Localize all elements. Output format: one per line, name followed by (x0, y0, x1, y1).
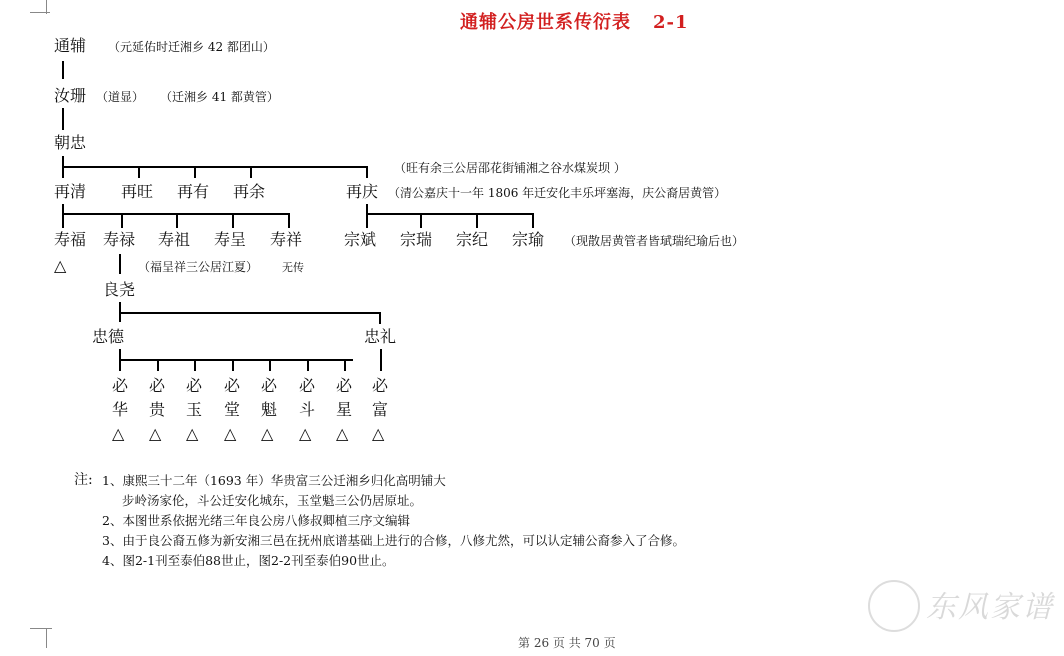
node-zongbin: 宗斌 (344, 230, 377, 249)
note-zaiqing: （清公嘉庆十一年 1806 年迁安化丰乐坪塞海，庆公裔居黄管） (388, 186, 727, 200)
triangle-mark-bigui: △ (149, 424, 162, 443)
node-bixing-1: 必 (336, 376, 353, 395)
note-gen5b: （现散居黄管者皆珷瑞纪瑜后也） (564, 234, 745, 248)
node-zaiqing-2: 再庆 (346, 182, 379, 201)
corner-mark-top-left-v (46, 0, 47, 14)
node-shoulu: 寿禄 (103, 230, 136, 249)
line-gen5b-bar (366, 213, 534, 215)
node-bixing-2: 星 (336, 400, 353, 419)
node-shoucheng: 寿呈 (214, 230, 247, 249)
node-zaiqing: 再清 (54, 182, 87, 201)
node-bitang-1: 必 (224, 376, 241, 395)
line-gen8-bar (119, 359, 353, 361)
triangle-mark-bifu: △ (372, 424, 385, 443)
triangle-mark-bihua: △ (112, 424, 125, 443)
triangle-mark-bikui: △ (261, 424, 274, 443)
page-title (460, 8, 689, 34)
tick-zongrui (420, 213, 422, 228)
node-biyu-2: 玉 (186, 400, 203, 419)
line-shoulu-down (119, 254, 121, 274)
tick-biyu (194, 359, 196, 371)
triangle-mark-bixing: △ (336, 424, 349, 443)
tick-zongyu (532, 213, 534, 228)
node-bikui-1: 必 (261, 376, 278, 395)
node-zongji: 宗纪 (456, 230, 489, 249)
corner-mark-top-left-h (30, 12, 50, 13)
node-zongrui: 宗瑞 (400, 230, 433, 249)
note-tongfu: （元延佑时迁湘乡 42 都团山） (108, 40, 275, 54)
node-tongfu: 通辅 (54, 36, 87, 55)
node-biyu-1: 必 (186, 376, 203, 395)
tick-shouzu (176, 213, 178, 228)
triangle-mark-shoufu: △ (54, 256, 67, 275)
node-bihua-1: 必 (112, 376, 129, 395)
node-zaiyou: 再有 (177, 182, 210, 201)
triangle-mark-bidou: △ (299, 424, 312, 443)
node-chaozhong: 朝忠 (54, 133, 87, 152)
line-gen1-gen2 (62, 61, 64, 79)
node-bigui-2: 贵 (149, 400, 166, 419)
tick-bixing (344, 359, 346, 371)
corner-mark-bottom-left-v (46, 628, 47, 648)
tick-shoulu (121, 213, 123, 228)
line-zaiqing2-down (366, 204, 368, 228)
node-bidou-1: 必 (299, 376, 316, 395)
note-gen4-top: （旺有余三公居邵花街铺湘之谷水煤炭坝 ） (394, 161, 626, 175)
tick-bikui (269, 359, 271, 371)
note-item-3: 3、由于良公裔五修为新安湘三邑在抚州底谱基础上进行的合修，八修尤然，可以认定辅公裔参入了合修。 (102, 533, 685, 548)
page-number: 第 26 页 共 70 页 (518, 636, 616, 650)
watermark (868, 572, 1058, 636)
line-zhongli-down (380, 349, 382, 371)
tick-zaiwang (138, 166, 140, 178)
notes-label: 注: (74, 472, 93, 488)
tick-zaiqing2 (366, 166, 368, 178)
watermark-text: 东风家谱 (926, 590, 1054, 625)
tick-bidou (307, 359, 309, 371)
triangle-mark-biyu: △ (186, 424, 199, 443)
line-gen7-bar (119, 312, 381, 314)
note-item-4: 4、图2-1刊至泰伯88世止，图2-2刊至泰伯90世止。 (102, 553, 395, 568)
tick-bitang (232, 359, 234, 371)
line-gen4-bar (62, 166, 368, 168)
note-item-1: 1、康熙三十二年（1693 年）华贵富三公迁湘乡归化高明铺大 (102, 473, 446, 488)
node-shouxiang: 寿祥 (270, 230, 303, 249)
tick-zaiyu (250, 166, 252, 178)
tick-bigui (157, 359, 159, 371)
node-shoufu: 寿福 (54, 230, 87, 249)
node-bifu-2: 富 (372, 400, 389, 419)
corner-mark-bottom-left-h (30, 628, 52, 629)
node-rushan: 汝珊 (54, 86, 87, 105)
node-bigui-1: 必 (149, 376, 166, 395)
tick-zhongli (379, 312, 381, 324)
title-text: 通辅公房世系传衍表 (460, 12, 631, 33)
node-zaiwang: 再旺 (121, 182, 154, 201)
note-item-2: 2、本图世系依据光绪三年良公房八修叔卿植三序文编辑 (102, 513, 410, 528)
note-rushan-move: （迁湘乡 41 都黄管） (160, 90, 279, 104)
note-item-1-cont: 步岭汤家伦，斗公迁安化城东，玉堂魁三公仍居原址。 (122, 493, 423, 508)
node-bidou-2: 斗 (299, 400, 316, 419)
node-zongyu: 宗瑜 (512, 230, 545, 249)
node-liangyao: 良尧 (103, 280, 136, 299)
tick-zongji (476, 213, 478, 228)
node-zhongde: 忠德 (92, 327, 125, 346)
node-bifu-1: 必 (372, 376, 389, 395)
tick-shouxiang (288, 213, 290, 228)
tick-zaiyou (194, 166, 196, 178)
line-gen2-gen3 (62, 108, 64, 130)
line-zaiqing-down (62, 204, 64, 228)
title-code: 2-1 (653, 12, 689, 33)
node-bikui-2: 魁 (261, 400, 278, 419)
tick-shoucheng (232, 213, 234, 228)
note-rushan-alias: （道显） (96, 90, 145, 104)
node-zaiyu: 再余 (233, 182, 266, 201)
triangle-mark-bitang: △ (224, 424, 237, 443)
node-zhongli: 忠礼 (364, 327, 397, 346)
node-shouzu: 寿祖 (158, 230, 191, 249)
watermark-seal-icon (868, 580, 920, 632)
note-no-heir: 无传 (282, 261, 304, 274)
node-bihua-2: 华 (112, 400, 129, 419)
note-gen5a: （福呈祥三公居江夏） (138, 260, 259, 274)
node-bitang-2: 堂 (224, 400, 241, 419)
